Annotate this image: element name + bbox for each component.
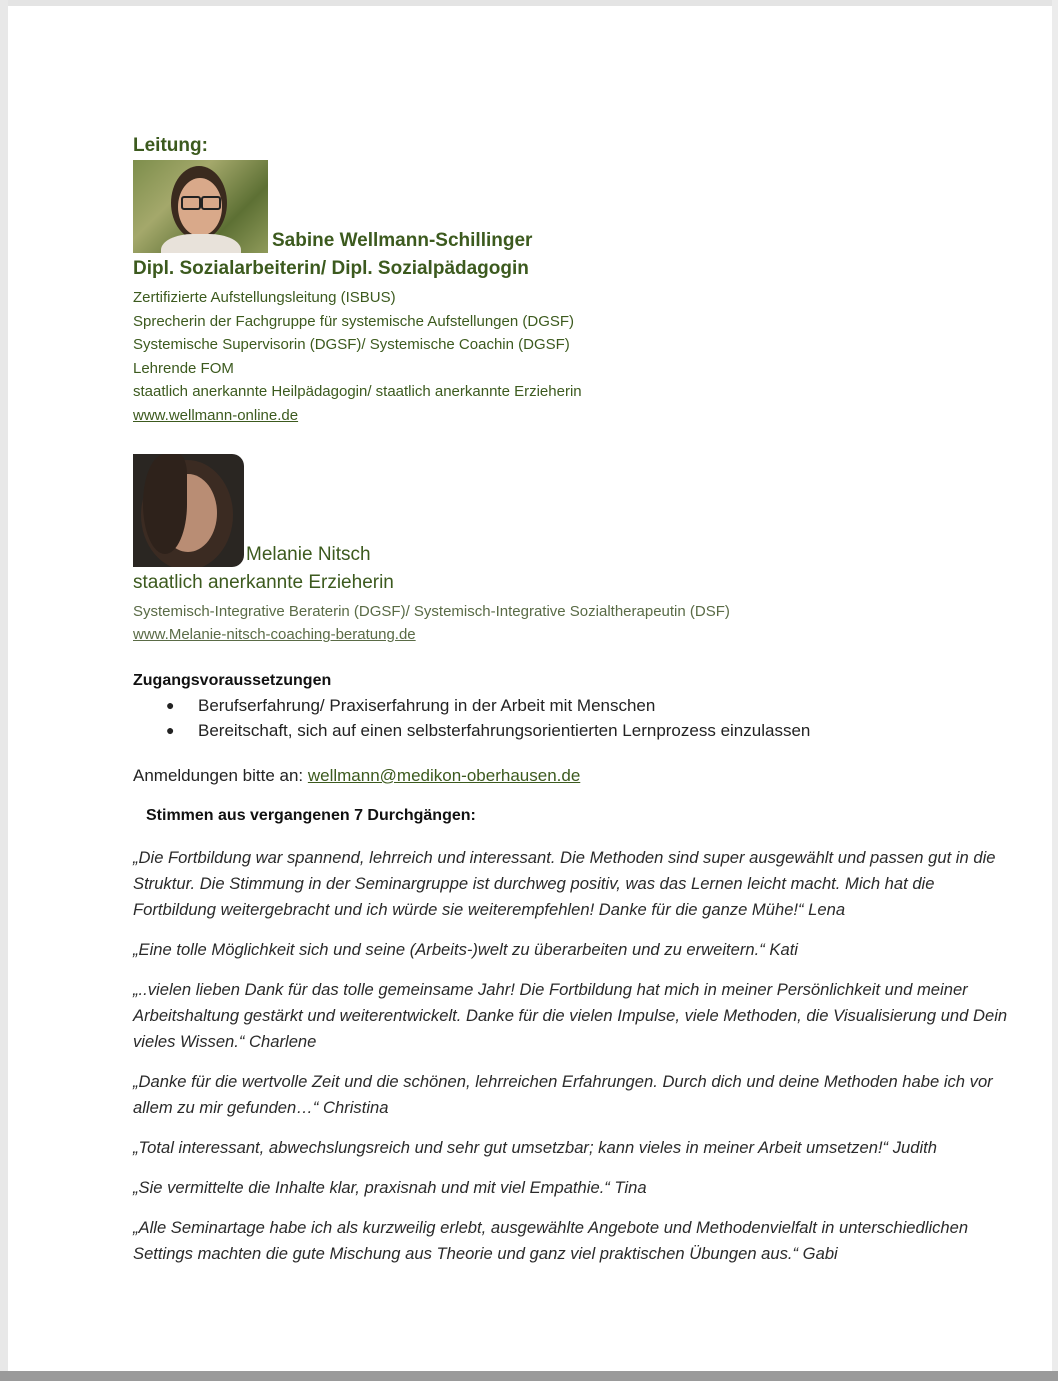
testimonial-quote: „Alle Seminartage habe ich als kurzweilig erlebt, ausgewählte Angebote und Methodenvielfalt in unterschiedlichen Settings machten die gute Mischung aus Theorie und ganz viel praktischen Übungen aus.“ Gabi	[133, 1217, 969, 1263]
person1-line: Zertifizierte Aufstellungsleitung (ISBUS)	[133, 289, 396, 306]
testimonial-quote: „Total interessant, abwechslungsreich und sehr gut umsetzbar; kann vieles in meiner Arbeit umsetzen!“ Judith	[133, 1137, 937, 1157]
person1-website-link[interactable]: www.wellmann-online.de	[133, 406, 299, 424]
person2-line: Systemisch-Integrative Beraterin (DGSF)/ Systemisch-Integrative Sozialtherapeutin (DSF)	[133, 602, 730, 620]
anmeldung-line	[133, 763, 1013, 789]
person1-name: Sabine Wellmann-Schillinger	[272, 230, 533, 251]
zugang-list	[133, 693, 1013, 743]
list-item-text: Berufserfahrung/ Praxiserfahrung in der Arbeit mit Menschen	[198, 695, 656, 715]
page-frame-top	[0, 0, 1058, 6]
page-frame-right	[1052, 0, 1058, 1381]
anmeldung-label: Anmeldungen bitte an:	[133, 765, 308, 785]
page-frame-bottom	[0, 1371, 1058, 1381]
person2-name: Melanie Nitsch	[246, 543, 371, 565]
bullet-icon: ●	[166, 721, 175, 738]
page-frame-left	[0, 0, 8, 1381]
person1-line: Systemische Supervisorin (DGSF)/ Systemische Coachin (DGSF)	[133, 336, 570, 354]
person2-title: staatlich anerkannte Erzieherin	[133, 571, 394, 593]
list-item	[133, 693, 1013, 718]
person2-header	[133, 454, 1013, 567]
person2-photo	[133, 454, 244, 567]
leitung-heading: Leitung:	[133, 135, 208, 156]
person1-title: Dipl. Sozialarbeiterin/ Dipl. Sozialpädagogin	[133, 258, 529, 279]
person1-line: staatlich anerkannte Heilpädagogin/ staatlich anerkannte Erzieherin	[133, 383, 582, 401]
person2-website-link[interactable]: www.Melanie-nitsch-coaching-beratung.de	[133, 626, 416, 644]
testimonial-quote: „Sie vermittelte die Inhalte klar, praxisnah und mit viel Empathie.“ Tina	[133, 1177, 647, 1197]
document-page	[133, 132, 1013, 1267]
testimonial-quote: „Eine tolle Möglichkeit sich und seine (Arbeits-)welt zu überarbeiten und zu erweitern.“ Kati	[133, 939, 798, 959]
person1-line: Sprecherin der Fachgruppe für systemische Aufstellungen (DGSF)	[133, 312, 575, 330]
testimonial-quote: „Danke für die wertvolle Zeit und die schönen, lehrreichen Erfahrungen. Durch dich und deine Methoden habe ich vor allem zu mir gefunden…“ Christina	[133, 1071, 993, 1117]
person1-header	[133, 160, 1013, 253]
list-item	[133, 718, 1013, 743]
anmeldung-email-link[interactable]: wellmann@medikon-oberhausen.de	[307, 765, 581, 785]
person1-line: Lehrende FOM	[133, 359, 234, 377]
bullet-icon: ●	[166, 696, 175, 713]
list-item-text: Bereitschaft, sich auf einen selbsterfahrungsorientierten Lernprozess einzulassen	[198, 720, 811, 740]
testimonial-quote: „Die Fortbildung war spannend, lehrreich und interessant. Die Methoden sind super ausgewählt und passen gut in die Struktur. Die Stimmung in der Seminargruppe ist durchweg positiv, was das Lernen leicht macht. Mich hat die Fortbildung weitergebracht und ich würde sie weiterempfehlen! Danke für die ganze Mühe!“ Lena	[133, 847, 996, 919]
stimmen-heading: Stimmen aus vergangenen 7 Durchgängen:	[146, 806, 476, 824]
testimonial-quote: „..vielen lieben Dank für das tolle gemeinsame Jahr! Die Fortbildung hat mich in meiner Persönlichkeit und meiner Arbeitshaltung gestärkt und weiterentwickelt. Danke für die vielen Impulse, viele Methoden, die Visualisierung und Dein vieles Wissen.“ Charlene	[133, 979, 1008, 1051]
person1-photo	[133, 160, 268, 253]
zugang-heading: Zugangsvoraussetzungen	[133, 671, 332, 689]
